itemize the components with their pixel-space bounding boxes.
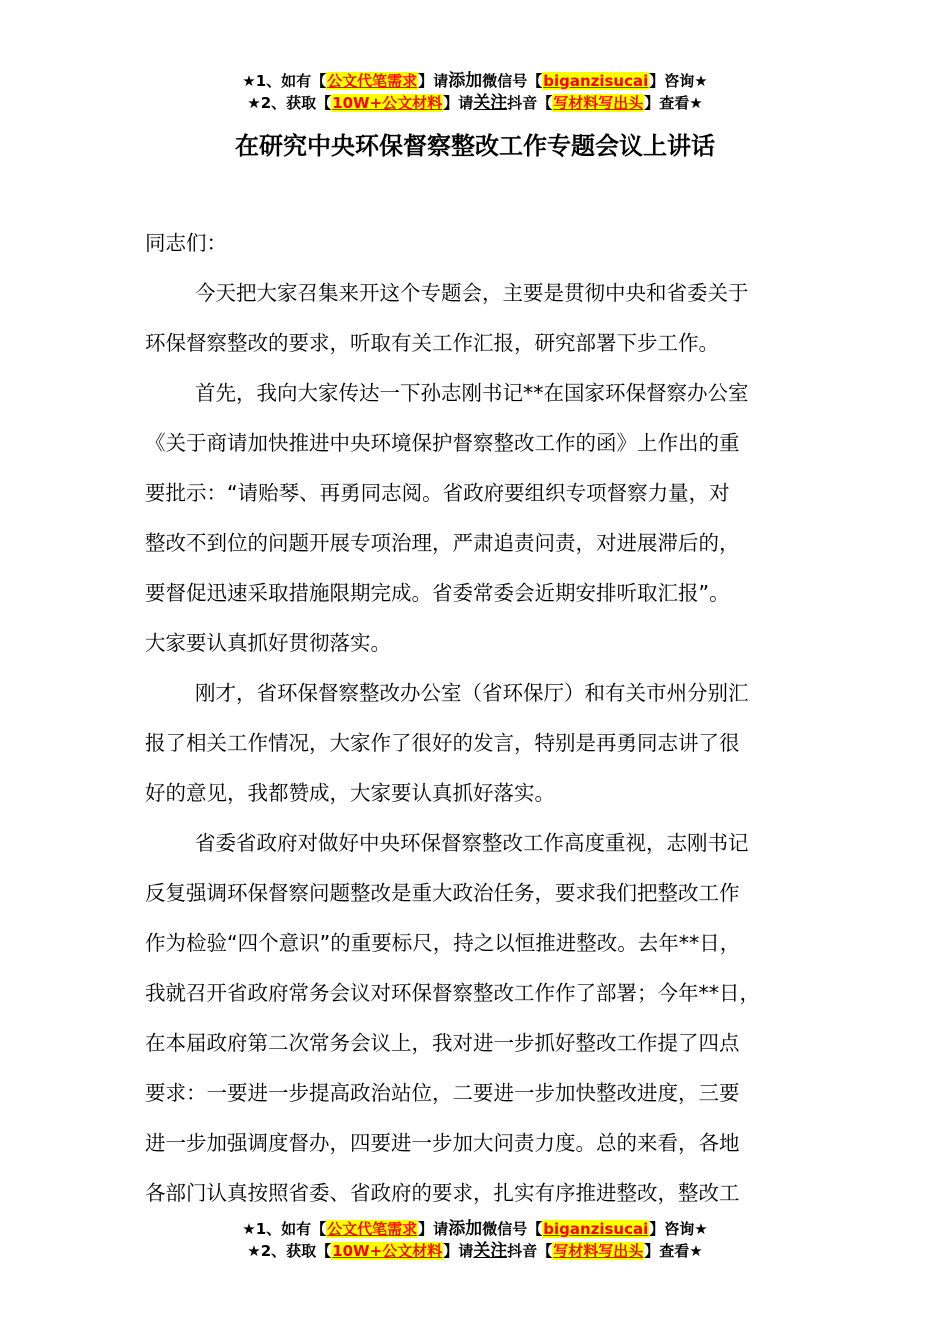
star-icon: ★	[242, 1220, 256, 1238]
salutation: 同志们：	[145, 231, 227, 255]
paragraph-line: 我就召开省政府常务会议对环保督察整改工作作了部署；今年**日，	[145, 981, 760, 1005]
paragraph-line: 要求：一要进一步提高政治站位，二要进一步加快整改进度，三要	[145, 1081, 740, 1105]
star-icon: ★	[247, 1242, 261, 1260]
highlight-service: 公文代笔需求	[327, 72, 418, 90]
paragraph-line: 进一步加强调度督办，四要进一步加大问责力度。总的来看，各地	[145, 1131, 740, 1155]
highlight-materials: 10W+公文材料	[332, 94, 443, 112]
paragraph-line: 各部门认真按照省委、省政府的要求，扎实有序推进整改，整改工	[145, 1181, 740, 1205]
banner-line-1: ★1、如有【公文代笔需求】请添加微信号【biganzisucai】咨询★	[242, 1219, 708, 1239]
paragraph-line: 首先，我向大家传达一下孙志刚书记**在国家环保督察办公室	[195, 381, 749, 405]
header-banner	[0, 70, 950, 114]
paragraph-line: 报了相关工作情况，大家作了很好的发言，特别是再勇同志讲了很	[145, 731, 740, 755]
footer-banner	[0, 1218, 950, 1262]
paragraph-line: 今天把大家召集来开这个专题会，主要是贯彻中央和省委关于	[195, 281, 749, 305]
paragraph-line: 作为检验“四个意识”的重要标尺，持之以恒推进整改。去年**日，	[145, 931, 741, 955]
banner-line-2: ★2、获取【10W+公文材料】请关注抖音【写材料写出头】查看★	[247, 1241, 703, 1261]
highlight-douyin-id: 写材料写出头	[553, 1242, 644, 1260]
paragraph-line: 省委省政府对做好中央环保督察整改工作高度重视，志刚书记	[195, 831, 749, 855]
paragraph-line: 刚才，省环保督察整改办公室（省环保厅）和有关市州分别汇	[195, 681, 749, 705]
paragraph-line: 要批示：“请贻琴、再勇同志阅。省政府要组织专项督察力量，对	[145, 481, 730, 505]
banner-line-2: ★2、获取【10W+公文材料】请关注抖音【写材料写出头】查看★	[247, 93, 703, 113]
star-icon: ★	[247, 94, 261, 112]
banner-line-1: ★1、如有【公文代笔需求】请添加微信号【biganzisucai】咨询★	[242, 71, 708, 91]
star-icon: ★	[242, 72, 256, 90]
paragraph-line: 反复强调环保督察问题整改是重大政治任务，要求我们把整改工作	[145, 881, 740, 905]
paragraph-line: 在本届政府第二次常务会议上，我对进一步抓好整改工作提了四点	[145, 1031, 740, 1055]
highlight-douyin-id: 写材料写出头	[553, 94, 644, 112]
paragraph-line: 环保督察整改的要求，听取有关工作汇报，研究部署下步工作。	[145, 331, 719, 355]
highlight-wechat-id: biganzisucai	[543, 72, 649, 90]
paragraph-line: 整改不到位的问题开展专项治理，严肃追责问责，对进展滞后的，	[145, 531, 740, 555]
document-title: 在研究中央环保督察整改工作专题会议上讲话	[235, 132, 715, 160]
highlight-materials: 10W+公文材料	[332, 1242, 443, 1260]
paragraph-line: 大家要认真抓好贯彻落实。	[145, 631, 391, 655]
paragraph-line: 《关于商请加快推进中央环境保护督察整改工作的函》上作出的重	[145, 431, 740, 455]
highlight-service: 公文代笔需求	[327, 1220, 418, 1238]
highlight-wechat-id: biganzisucai	[543, 1220, 649, 1238]
paragraph-line: 好的意见，我都赞成，大家要认真抓好落实。	[145, 781, 555, 805]
paragraph-line: 要督促迅速采取措施限期完成。省委常委会近期安排听取汇报”。	[145, 581, 730, 605]
document-body	[145, 218, 805, 1218]
